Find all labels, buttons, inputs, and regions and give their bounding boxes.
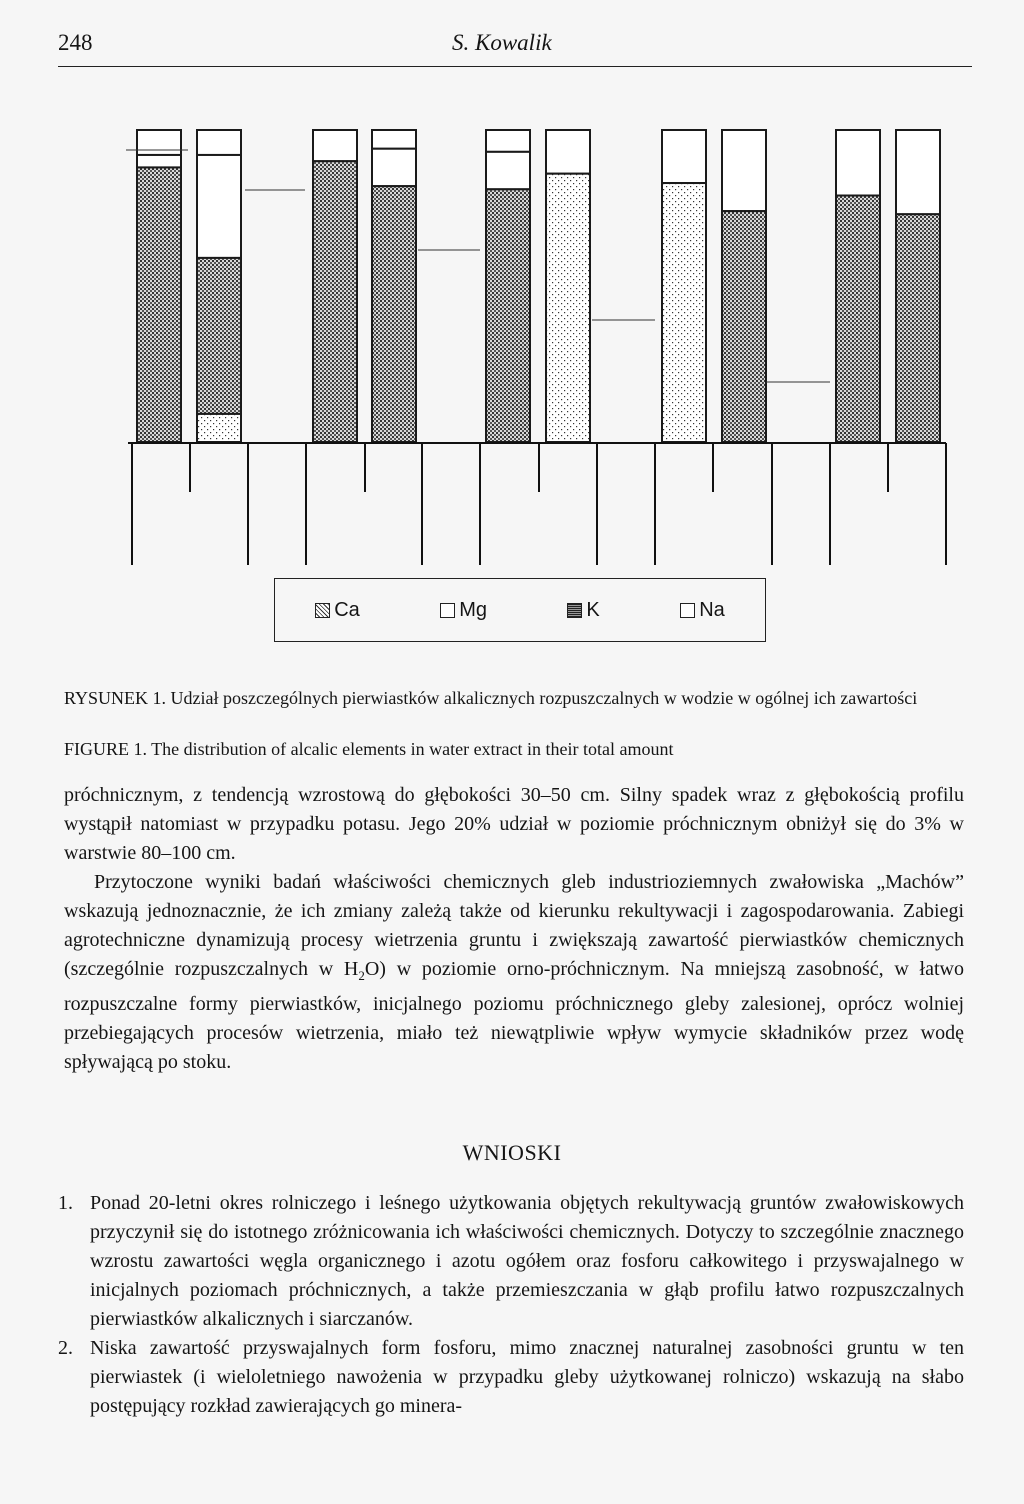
bar-segment-mg (313, 130, 357, 161)
legend-label-ca: Ca (334, 598, 360, 621)
bar-segment-ca (197, 130, 241, 155)
bar-segment-na (662, 183, 706, 442)
legend-swatch-k (567, 603, 582, 618)
chart-legend (274, 578, 766, 642)
bar-segment-mg (722, 130, 766, 211)
section-title: WNIOSKI (462, 1140, 562, 1165)
conclusion-item (58, 1189, 964, 1334)
bar-segment-k (896, 214, 940, 442)
paragraph-1: próchnicznym, z tendencją wzrostową do głębokości 30–50 cm. Silny spadek wraz z głębokością profilu wystąpił natomiast w przypadku potasu. Jego 20% udział w poziomie próchnicznym obniżył się do 3% w warstwie 80–100 cm. (64, 784, 964, 864)
running-head-author: S. Kowalik (452, 30, 552, 55)
conclusion-number: 2. (58, 1337, 73, 1359)
page-number: 248 (58, 30, 93, 55)
axis-layer (126, 150, 946, 565)
bar-segment-k (836, 196, 880, 442)
legend-label-mg: Mg (459, 598, 487, 621)
bar-segment-mg (197, 155, 241, 258)
bar-segment-k (372, 186, 416, 442)
bar-segment-mg (486, 152, 530, 189)
bar-segment-mg (137, 155, 181, 167)
figure-caption-pl: RYSUNEK 1. Udział poszczególnych pierwiastków alkalicznych rozpuszczalnych w wodzie w ogólnej ich zawartości (64, 688, 918, 708)
bar-segment-k (486, 189, 530, 442)
bar-segment-mg (372, 149, 416, 186)
paragraph-2-part-b: O) w poziomie orno-próchnicznym. Na mniejszą zasobność, w łatwo rozpuszczalne formy pierwiastków, inicjalnego poziomu próchnicznego gleby zalesionej, oprócz wolniej przebiegających procesów wietrzenia, miało też niewątpliwie wpływ wymycie składników przez wodę spływającą po stoku. (64, 958, 964, 1073)
bar-segment-ca (486, 130, 530, 152)
bar-segment-mg (836, 130, 880, 196)
bars-layer (137, 130, 940, 442)
figure-caption-en: FIGURE 1. The distribution of alcalic elements in water extract in their total amount (64, 739, 674, 759)
bar-segment-k (313, 161, 357, 442)
paragraph-2 (64, 868, 964, 1077)
bar-segment-k (137, 167, 181, 442)
legend-swatch-ca (315, 603, 330, 618)
bar-segment-ca (372, 130, 416, 149)
bar-segment-k (722, 211, 766, 442)
body-text (64, 781, 964, 1077)
bar-segment-na (197, 414, 241, 442)
bar-segment-mg (546, 130, 590, 174)
subscript-2: 2 (358, 968, 365, 983)
legend-label-k: K (586, 598, 600, 621)
bar-segment-mg (896, 130, 940, 214)
legend-item-na (680, 599, 725, 622)
conclusion-text: Ponad 20-letni okres rolniczego i leśnego użytkowania objętych rekultywacją gruntów zwałowiskowych przyczynił się do istotnego zróżnicowania ich właściwości chemicznych. Dotyczy to szczególnie znacznego wzrostu zawartości węgla organicznego i azotu ogółem oraz fosforu całkowitego i przyswajalnego w inicjalnych poziomach próchnicznych, a także przemieszczania w głąb profilu łatwo rozpuszczalnych pierwiastków alkalicznych i siarczanów. (90, 1192, 964, 1330)
paragraph-2-part-a: Przytoczone wyniki badań właściwości chemicznych gleb industrioziemnych zwałowiska „Machów” wskazują jednoznacznie, że ich zmiany zależą także od kierunku rekultywacji i zagospodarowania. Zabiegi agrotechniczne dynamizują procesy wietrzenia gruntu i zwiększają zawartość pierwiastków chemicznych (szczególnie rozpuszczalnych w H (64, 871, 964, 980)
conclusion-item (58, 1334, 964, 1421)
bar-segment-na (546, 174, 590, 442)
legend-item-k (567, 599, 599, 622)
legend-item-mg (440, 599, 487, 622)
legend-label-na: Na (699, 598, 725, 621)
conclusion-text: Niska zawartość przyswajalnych form fosforu, mimo znacznej naturalnej zasobności gruntu w ten pierwiastek (i wieloletniego nawożenia w przypadku gleby użytkowanej rolniczo) wskazują na słabo postępujący rozkład zawierających go minera- (90, 1337, 964, 1417)
legend-item-ca (315, 599, 360, 622)
legend-swatch-na (680, 603, 695, 618)
legend-swatch-mg (440, 603, 455, 618)
conclusions-list (58, 1189, 964, 1421)
bar-segment-k (197, 258, 241, 414)
bar-segment-mg (662, 130, 706, 183)
bar-segment-ca (137, 130, 181, 155)
conclusion-number: 1. (58, 1192, 73, 1214)
